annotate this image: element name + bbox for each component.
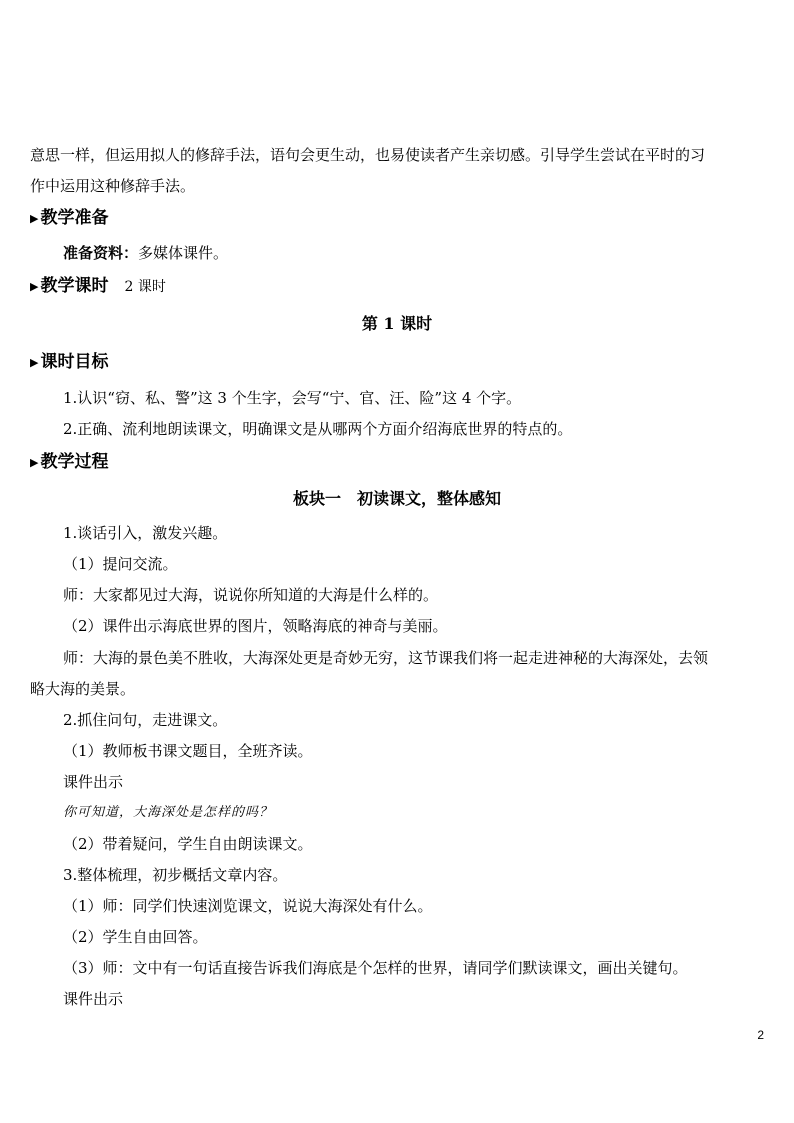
prep-line xyxy=(63,243,228,263)
process-line: 课件出示 xyxy=(63,773,124,791)
process-line: 略大海的美景。 xyxy=(30,680,136,698)
intro-line-1: 意思一样，但运用拟人的修辞手法，语句会更生动，也易使读者产生亲切感。引导学生尝试在平时的习 xyxy=(30,146,706,164)
process-line: 师：大家都见过大海，说说你所知道的大海是什么样的。 xyxy=(63,586,439,604)
process-line: 2.抓住问句，走进课文。 xyxy=(63,711,228,729)
process-line: （2）学生自由回答。 xyxy=(63,928,208,946)
hours-value: 2 课时 xyxy=(124,279,166,295)
process-line: （1）师：同学们快速浏览课文，说说大海深处有什么。 xyxy=(63,897,433,915)
process-line: （2）课件出示海底世界的图片，领略海底的神奇与美丽。 xyxy=(63,617,448,635)
intro-line-2: 作中运用这种修辞手法。 xyxy=(30,177,196,195)
hours-heading: ▶ 教学课时 2 课时 xyxy=(30,276,166,296)
lesson-title: 第 1 课时 xyxy=(361,314,433,333)
process-line: （1）教师板书课文题目，全班齐读。 xyxy=(63,742,313,760)
process-line: 1.谈话引入，激发兴趣。 xyxy=(63,524,228,542)
triangle-bullet-icon: ▶ xyxy=(30,280,39,293)
prep-text: 多媒体课件。 xyxy=(138,244,229,262)
process-heading: ▶ 教学过程 xyxy=(30,452,109,472)
triangle-bullet-icon: ▶ xyxy=(30,356,39,369)
triangle-bullet-icon: ▶ xyxy=(30,456,39,469)
prep-heading: ▶ 教学准备 xyxy=(30,208,109,228)
process-line: （1）提问交流。 xyxy=(63,555,178,573)
goal-item: 1.认识“窃、私、警”这 3 个生字，会写“宁、官、汪、险”这 4 个字。 xyxy=(63,389,522,407)
goals-heading: ▶ 课时目标 xyxy=(30,352,109,372)
process-line: （3）师：文中有一句话直接告诉我们海底是个怎样的世界，请同学们默读课文，画出关键句。 xyxy=(63,959,688,977)
process-line: 师：大海的景色美不胜收，大海深处更是奇妙无穷，这节课我们将一起走进神秘的大海深处，去领 xyxy=(63,649,709,667)
section-title: 板块一 初读课文，整体感知 xyxy=(292,489,501,508)
process-line: 3.整体梳理，初步概括文章内容。 xyxy=(63,866,288,884)
process-line: 课件出示 xyxy=(63,990,124,1008)
courseware-quote: 你可知道，大海深处是怎样的吗？ xyxy=(63,805,274,820)
process-line: （2）带着疑问，学生自由朗读课文。 xyxy=(63,835,313,853)
goal-item: 2.正确、流利地朗读课文，明确课文是从哪两个方面介绍海底世界的特点的。 xyxy=(63,420,573,438)
page-number: 2 xyxy=(757,1028,764,1042)
triangle-bullet-icon: ▶ xyxy=(30,212,39,225)
prep-label: 准备资料： xyxy=(63,244,139,262)
